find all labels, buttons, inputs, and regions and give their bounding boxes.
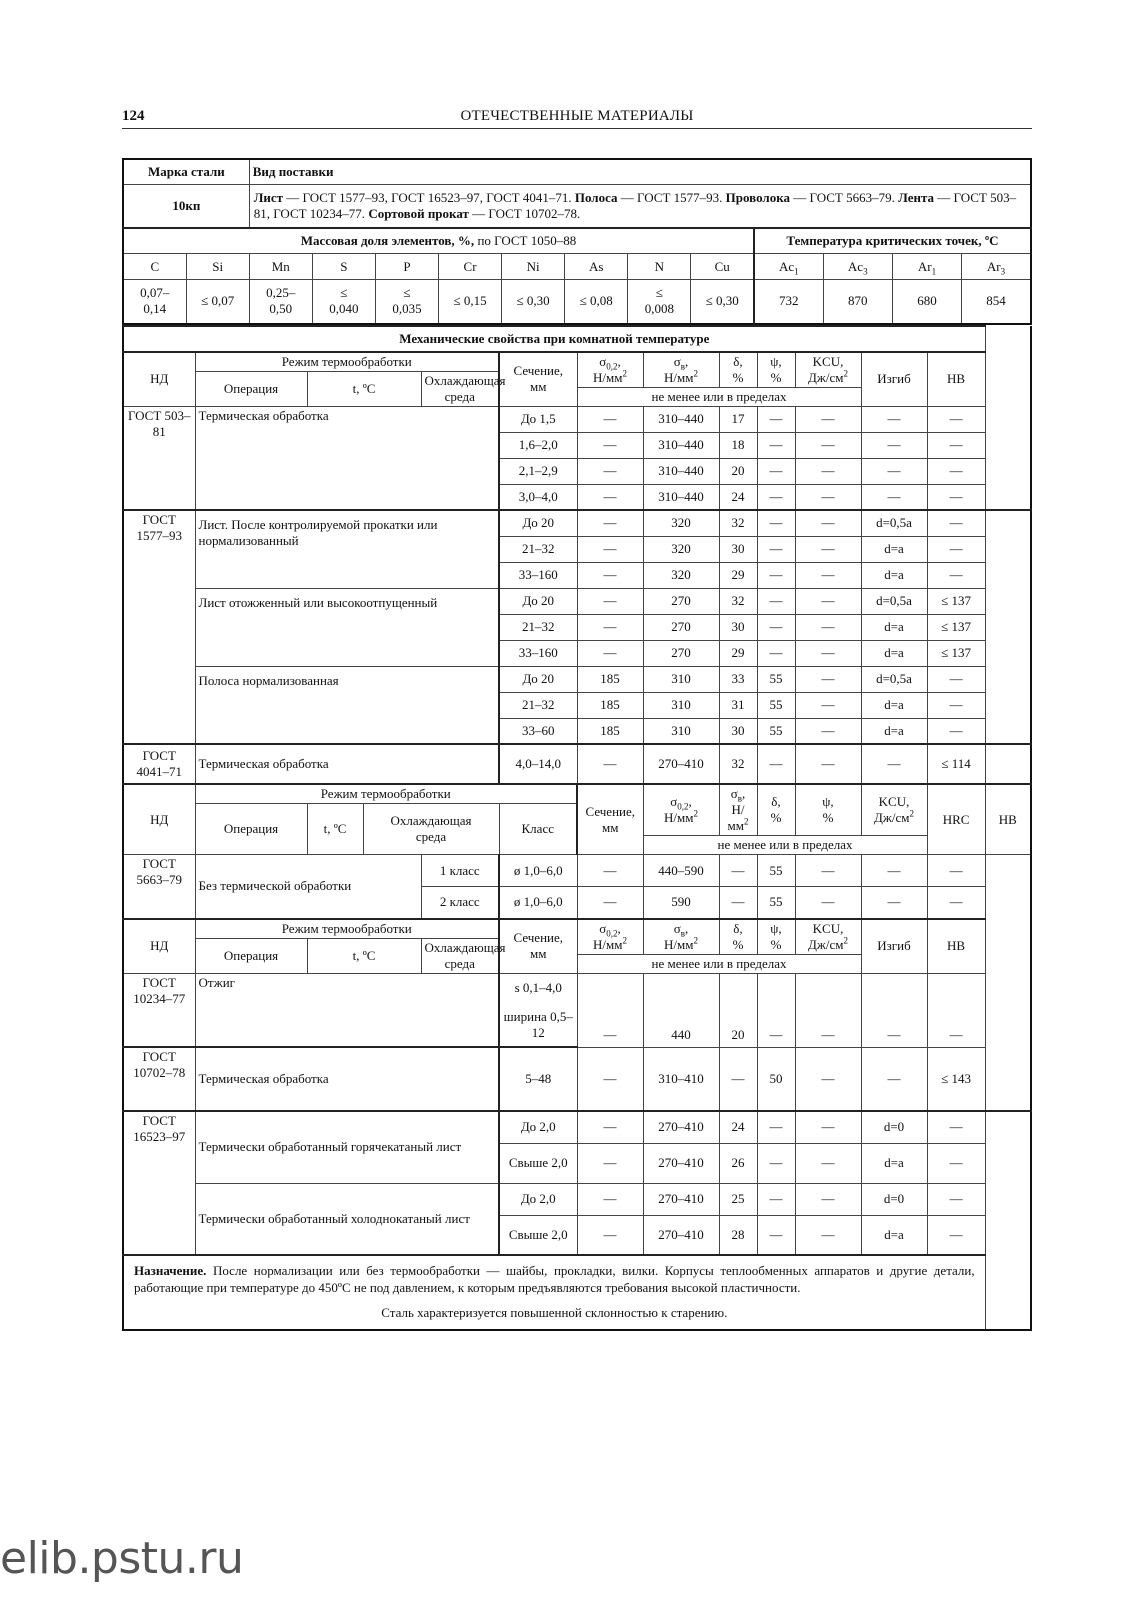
sigmab-header: $\sigma_в$, $Н/мм^2$ (719, 784, 757, 836)
psi-value: 55 (757, 692, 795, 718)
section-value: 33–60 (499, 718, 577, 744)
hrc-value: — (861, 855, 927, 887)
hb-value: — (927, 1215, 985, 1255)
sigmab-value: 270 (643, 588, 719, 614)
class-header: Класс (499, 804, 577, 855)
supply-form: Лента (898, 190, 935, 205)
bend-value: — (861, 406, 927, 432)
sigmab-value: 270 (643, 614, 719, 640)
mech-value: — (927, 973, 985, 1047)
element-n: N (628, 254, 691, 280)
sigmab-value: 320 (643, 536, 719, 562)
element-value: ≤ 0,008 (628, 280, 691, 324)
hb-header: НВ (927, 352, 985, 407)
section-value: ø 1,0–6,0 (499, 855, 577, 887)
section-value: Свыше 2,0 (499, 1143, 577, 1183)
hb-value: — (927, 887, 985, 919)
sigma02-value: 185 (577, 692, 643, 718)
element-as: As (565, 254, 628, 280)
kcu-value: — (795, 666, 861, 692)
mech-value: — (757, 973, 795, 1047)
psi-value: 55 (757, 718, 795, 744)
supply-standards: — ГОСТ 1577–93, ГОСТ 16523–97, ГОСТ 4041–71. (283, 190, 575, 205)
sigmab-value: 310–440 (643, 432, 719, 458)
section-value: До 20 (499, 588, 577, 614)
sigmab-value: 310–440 (643, 458, 719, 484)
kcu-value: — (795, 458, 861, 484)
supply-standards: — ГОСТ 1577–93. (617, 190, 726, 205)
sigma02-value: — (577, 1183, 643, 1215)
sigma02-value: — (577, 640, 643, 666)
hrc-value: — (861, 887, 927, 919)
psi-header: ψ, % (757, 352, 795, 388)
sigmab-value: 270–410 (643, 1111, 719, 1143)
bend-value: d=0,5a (861, 588, 927, 614)
nd-value: ГОСТ 10234–77 (123, 973, 195, 1047)
page-number: 124 (122, 108, 145, 124)
critical-point-value: 732 (754, 280, 823, 324)
operation-value: Лист отожженный или высокоотпущенный (195, 588, 499, 666)
bend-value: — (861, 484, 927, 510)
kcu-value: — (795, 1215, 861, 1255)
section-value: ширина 0,5–12 (499, 1003, 577, 1047)
critical-point-header: $Ar_3$ (962, 254, 1031, 280)
kcu-value: — (795, 855, 861, 887)
grade-label: Марка стали (123, 159, 249, 185)
operation-value: Лист. После контролируемой прокатки или нормализованный (195, 510, 499, 588)
steel-datasheet (122, 158, 1032, 1331)
psi-value: — (757, 588, 795, 614)
supply-form: Лист (253, 190, 284, 205)
delta-value: — (719, 1047, 757, 1111)
psi-value: — (757, 510, 795, 536)
hb-header: НВ (927, 919, 985, 974)
sigma02-value: — (577, 536, 643, 562)
hb-value: ≤ 137 (927, 614, 985, 640)
delta-value: 29 (719, 562, 757, 588)
section-value: Свыше 2,0 (499, 1215, 577, 1255)
mech-value: 20 (719, 973, 757, 1047)
delta-value: 28 (719, 1215, 757, 1255)
sigma02-value: — (577, 614, 643, 640)
delta-value: 24 (719, 1111, 757, 1143)
supply-label: Вид поставки (249, 159, 1031, 185)
section-value: 21–32 (499, 692, 577, 718)
sigmab-value: 270–410 (643, 1215, 719, 1255)
min-note: не менее или в пределах (577, 954, 861, 973)
hb-value: — (927, 432, 985, 458)
bend-value: d=a (861, 640, 927, 666)
supply-standards: — ГОСТ 5663–79. (790, 190, 899, 205)
delta-value: 29 (719, 640, 757, 666)
mech-title: Механические свойства при комнатной температуре (123, 326, 985, 352)
sigmab-value: 320 (643, 510, 719, 536)
element-value: ≤ 0,30 (691, 280, 754, 324)
element-value: ≤ 0,040 (312, 280, 375, 324)
delta-value: 18 (719, 432, 757, 458)
bend-value: d=a (861, 536, 927, 562)
sigmab-header: $\sigma_в$, $Н/мм^2$ (643, 919, 719, 955)
nd-value: ГОСТ 503–81 (123, 406, 195, 510)
datasheet-table (122, 158, 1032, 325)
sigmab-value: 310–440 (643, 484, 719, 510)
hb-value: — (927, 536, 985, 562)
operation-value: Без термической обработки (195, 855, 421, 919)
class-value: 1 класс (421, 855, 499, 887)
critical-point-header: $Ac_1$ (754, 254, 823, 280)
hb-value: ≤ 114 (927, 744, 985, 784)
operation-value: Полоса нормализованная (195, 666, 499, 744)
section-value: ø 1,0–6,0 (499, 887, 577, 919)
sigma02-value: — (577, 458, 643, 484)
sigma02-value: — (577, 744, 643, 784)
sigmab-value: 270–410 (643, 1183, 719, 1215)
supply-form: Полоса (574, 190, 618, 205)
sigmab-header: $\sigma_в$, $Н/мм^2$ (643, 352, 719, 388)
delta-value: 30 (719, 718, 757, 744)
element-value: ≤ 0,15 (438, 280, 501, 324)
kcu-value: — (795, 484, 861, 510)
section-value: До 20 (499, 510, 577, 536)
mode-header: Режим термообработки (195, 919, 499, 939)
operation-value: Термически обработанный горячекатаный лист (195, 1111, 499, 1183)
cooling-header: Охлаждающая среда (363, 804, 499, 855)
element-value: 0,07– 0,14 (123, 280, 186, 324)
cooling-header: Охлаждающая среда (421, 938, 499, 973)
psi-value: — (757, 1215, 795, 1255)
sigmab-value: 270–410 (643, 744, 719, 784)
element-mn: Mn (249, 254, 312, 280)
psi-value: — (757, 484, 795, 510)
kcu-value: — (795, 406, 861, 432)
nd-header: НД (123, 784, 195, 855)
sigma02-value: — (577, 887, 643, 919)
cooling-header: Охлаждающая среда (421, 371, 499, 406)
critical-points-title: Температура критических точек, ºС (754, 228, 1031, 254)
delta-value: 30 (719, 536, 757, 562)
supply-form: Проволока (725, 190, 791, 205)
hb-value: — (927, 1111, 985, 1143)
nd-value: ГОСТ 1577–93 (123, 510, 195, 744)
operation-value: Отжиг (195, 973, 499, 1047)
bend-value: d=0,5a (861, 666, 927, 692)
page-header (122, 106, 1032, 129)
bend-value: d=a (861, 562, 927, 588)
psi-value: — (757, 432, 795, 458)
nd-value: ГОСТ 10702–78 (123, 1047, 195, 1111)
element-value: 0,25– 0,50 (249, 280, 312, 324)
critical-point-header: $Ac_3$ (823, 254, 892, 280)
purpose-note: Назначение. После нормализации или без термообработки — шайбы, прокладки, вилки. Корпусы теплообменных аппаратов и другие детали, работающие при температуре до 450ºС не под давлением, к которым предъявляются требования высокой пластичности. (134, 1263, 975, 1295)
sigma02-value: — (577, 406, 643, 432)
kcu-value: — (795, 614, 861, 640)
kcu-value: — (795, 1183, 861, 1215)
element-c: C (123, 254, 186, 280)
aging-note: Сталь характеризуется повышенной склонностью к старению. (381, 1305, 728, 1320)
delta-header: δ, % (719, 919, 757, 955)
sigma02-value: — (577, 855, 643, 887)
kcu-value: — (795, 536, 861, 562)
element-s: S (312, 254, 375, 280)
section-value: 5–48 (499, 1047, 577, 1111)
kcu-value: — (795, 1047, 861, 1111)
psi-value: — (757, 406, 795, 432)
bend-value: — (861, 744, 927, 784)
sigma02-header: $\sigma_{0,2}$, $Н/мм^2$ (577, 919, 643, 955)
nd-value: ГОСТ 16523–97 (123, 1111, 195, 1255)
kcu-value: — (795, 510, 861, 536)
delta-value: 24 (719, 484, 757, 510)
hb-value: — (927, 718, 985, 744)
delta-value: 32 (719, 510, 757, 536)
supply-text (249, 185, 1031, 229)
hb-value: — (927, 484, 985, 510)
kcu-value: — (795, 432, 861, 458)
hb-value: — (927, 458, 985, 484)
critical-point-value: 680 (892, 280, 961, 324)
psi-value: 55 (757, 887, 795, 919)
operation-value: Термическая обработка (195, 406, 499, 510)
mode-header: Режим термообработки (195, 784, 577, 804)
min-note: не менее или в пределах (577, 387, 861, 406)
bend-value: — (861, 1047, 927, 1111)
operation-value: Термическая обработка (195, 744, 499, 784)
supply-standards: — ГОСТ 10702–78. (468, 206, 581, 221)
nd-header: НД (123, 919, 195, 974)
mech-value: — (861, 973, 927, 1047)
critical-point-header: $Ar_1$ (892, 254, 961, 280)
section-value: 33–160 (499, 562, 577, 588)
sigma02-value: — (577, 1215, 643, 1255)
sigma02-value: — (577, 1111, 643, 1143)
delta-header: δ, % (719, 352, 757, 388)
hb-header: НВ (985, 784, 1031, 855)
nd-value: ГОСТ 5663–79 (123, 855, 195, 919)
delta-value: 31 (719, 692, 757, 718)
grade-value: 10кп (123, 185, 249, 229)
supply-standards: — ГОСТ 503–81, ГОСТ 10234–77. (253, 190, 1017, 221)
psi-value: — (757, 640, 795, 666)
bend-value: d=a (861, 1143, 927, 1183)
delta-value: 20 (719, 458, 757, 484)
psi-value: 55 (757, 666, 795, 692)
bend-value: d=0,5a (861, 510, 927, 536)
bend-value: d=0 (861, 1111, 927, 1143)
nd-value: ГОСТ 4041–71 (123, 744, 195, 784)
section-header: Сечение, мм (577, 784, 643, 855)
element-value: ≤ 0,30 (502, 280, 565, 324)
hb-value: ≤ 143 (927, 1047, 985, 1111)
hb-value: — (927, 1143, 985, 1183)
section-value: До 1,5 (499, 406, 577, 432)
element-si: Si (186, 254, 249, 280)
psi-value: — (757, 1143, 795, 1183)
sigma02-value: — (577, 562, 643, 588)
sigma02-value: — (577, 484, 643, 510)
kcu-value: — (795, 1111, 861, 1143)
element-value: ≤ 0,08 (565, 280, 628, 324)
delta-value: — (719, 887, 757, 919)
min-note: не менее или в пределах (643, 836, 927, 855)
hb-value: ≤ 137 (927, 588, 985, 614)
section-value: 1,6–2,0 (499, 432, 577, 458)
hb-value: — (927, 666, 985, 692)
mech-value: — (577, 973, 643, 1047)
hb-value: — (927, 855, 985, 887)
bend-header: Изгиб (861, 919, 927, 974)
section-value: До 20 (499, 666, 577, 692)
bend-value: d=a (861, 718, 927, 744)
temp-header: t, ºС (307, 371, 421, 406)
bend-header: Изгиб (861, 352, 927, 407)
kcu-value: — (795, 718, 861, 744)
sigma02-value: — (577, 432, 643, 458)
critical-point-value: 870 (823, 280, 892, 324)
psi-value: — (757, 562, 795, 588)
sigma02-value: — (577, 588, 643, 614)
section-value: 4,0–14,0 (499, 744, 577, 784)
temp-header: t, ºС (307, 938, 421, 973)
section-value: До 2,0 (499, 1183, 577, 1215)
sigmab-value: 590 (643, 887, 719, 919)
section-header: Сечение, мм (499, 352, 577, 407)
psi-header: ψ, % (757, 919, 795, 955)
psi-value: — (757, 1111, 795, 1143)
mech-value: — (795, 973, 861, 1047)
mode-header: Режим термообработки (195, 352, 499, 372)
hb-value: — (927, 562, 985, 588)
psi-header: ψ, % (795, 784, 861, 836)
sigmab-value: 310–410 (643, 1047, 719, 1111)
bend-value: d=a (861, 692, 927, 718)
hb-value: — (927, 510, 985, 536)
psi-value: 50 (757, 1047, 795, 1111)
kcu-value: — (795, 1143, 861, 1183)
bend-value: d=a (861, 1215, 927, 1255)
kcu-value: — (795, 588, 861, 614)
supply-form: Сортовой прокат (368, 206, 469, 221)
element-cr: Cr (438, 254, 501, 280)
section-value: 21–32 (499, 614, 577, 640)
hrc-header: HRC (927, 784, 985, 855)
section-value: 33–160 (499, 640, 577, 666)
temp-header: t, ºС (307, 804, 363, 855)
psi-value: — (757, 1183, 795, 1215)
operation-value: Термическая обработка (195, 1047, 499, 1111)
delta-value: 17 (719, 406, 757, 432)
watermark: elib.pstu.ru (0, 1533, 244, 1584)
delta-value: 32 (719, 744, 757, 784)
sigmab-value: 270–410 (643, 1143, 719, 1183)
kcu-value: — (795, 640, 861, 666)
kcu-header: KCU, $Дж/см^2$ (861, 784, 927, 836)
sigma02-value: 185 (577, 718, 643, 744)
operation-header: Операция (195, 371, 307, 406)
mech-value: 440 (643, 973, 719, 1047)
sigmab-value: 310 (643, 666, 719, 692)
critical-point-value: 854 (962, 280, 1031, 324)
kcu-value: — (795, 692, 861, 718)
section-value: 21–32 (499, 536, 577, 562)
class-value: 2 класс (421, 887, 499, 919)
kcu-header: KCU, $Дж/см^2$ (795, 919, 861, 955)
sigmab-value: 310 (643, 718, 719, 744)
psi-value: — (757, 458, 795, 484)
delta-value: 32 (719, 588, 757, 614)
delta-value: — (719, 855, 757, 887)
psi-value: 55 (757, 855, 795, 887)
section-header: Сечение, мм (499, 919, 577, 974)
element-p: P (375, 254, 438, 280)
psi-value: — (757, 744, 795, 784)
kcu-value: — (795, 744, 861, 784)
delta-header: δ, % (757, 784, 795, 836)
sigma02-value: — (577, 1047, 643, 1111)
operation-header: Операция (195, 938, 307, 973)
bend-value: — (861, 432, 927, 458)
section-value: s 0,1–4,0 (499, 973, 577, 1003)
hb-value: ≤ 137 (927, 640, 985, 666)
bend-value: — (861, 458, 927, 484)
sigmab-value: 310 (643, 692, 719, 718)
bend-value: d=0 (861, 1183, 927, 1215)
section-value: До 2,0 (499, 1111, 577, 1143)
psi-value: — (757, 536, 795, 562)
sigmab-value: 440–590 (643, 855, 719, 887)
element-value: ≤ 0,07 (186, 280, 249, 324)
delta-value: 25 (719, 1183, 757, 1215)
sigmab-value: 320 (643, 562, 719, 588)
bend-value: d=a (861, 614, 927, 640)
section-value: 3,0–4,0 (499, 484, 577, 510)
element-value: ≤ 0,035 (375, 280, 438, 324)
psi-value: — (757, 614, 795, 640)
nd-header: НД (123, 352, 195, 407)
sigma02-value: 185 (577, 666, 643, 692)
sigmab-value: 310–440 (643, 406, 719, 432)
element-ni: Ni (502, 254, 565, 280)
sigma02-value: — (577, 510, 643, 536)
sigma02-value: — (577, 1143, 643, 1183)
element-cu: Cu (691, 254, 754, 280)
operation-value: Термически обработанный холоднокатаный лист (195, 1183, 499, 1255)
delta-value: 30 (719, 614, 757, 640)
sigmab-value: 270 (643, 640, 719, 666)
sigma02-header: $\sigma_{0,2}$, $Н/мм^2$ (643, 784, 719, 836)
section-value: 2,1–2,9 (499, 458, 577, 484)
operation-header: Операция (195, 804, 307, 855)
hb-value: — (927, 406, 985, 432)
mechanical-table (122, 325, 1032, 1332)
composition-title: Массовая доля элементов, %, по ГОСТ 1050–88 (123, 228, 754, 254)
kcu-header: KCU, $Дж/см^2$ (795, 352, 861, 388)
kcu-value: — (795, 887, 861, 919)
hb-value: — (927, 1183, 985, 1215)
delta-value: 26 (719, 1143, 757, 1183)
kcu-value: — (795, 562, 861, 588)
running-title: ОТЕЧЕСТВЕННЫЕ МАТЕРИАЛЫ (460, 108, 694, 124)
sigma02-header: $\sigma_{0,2}$, $Н/мм^2$ (577, 352, 643, 388)
hb-value: — (927, 692, 985, 718)
delta-value: 33 (719, 666, 757, 692)
